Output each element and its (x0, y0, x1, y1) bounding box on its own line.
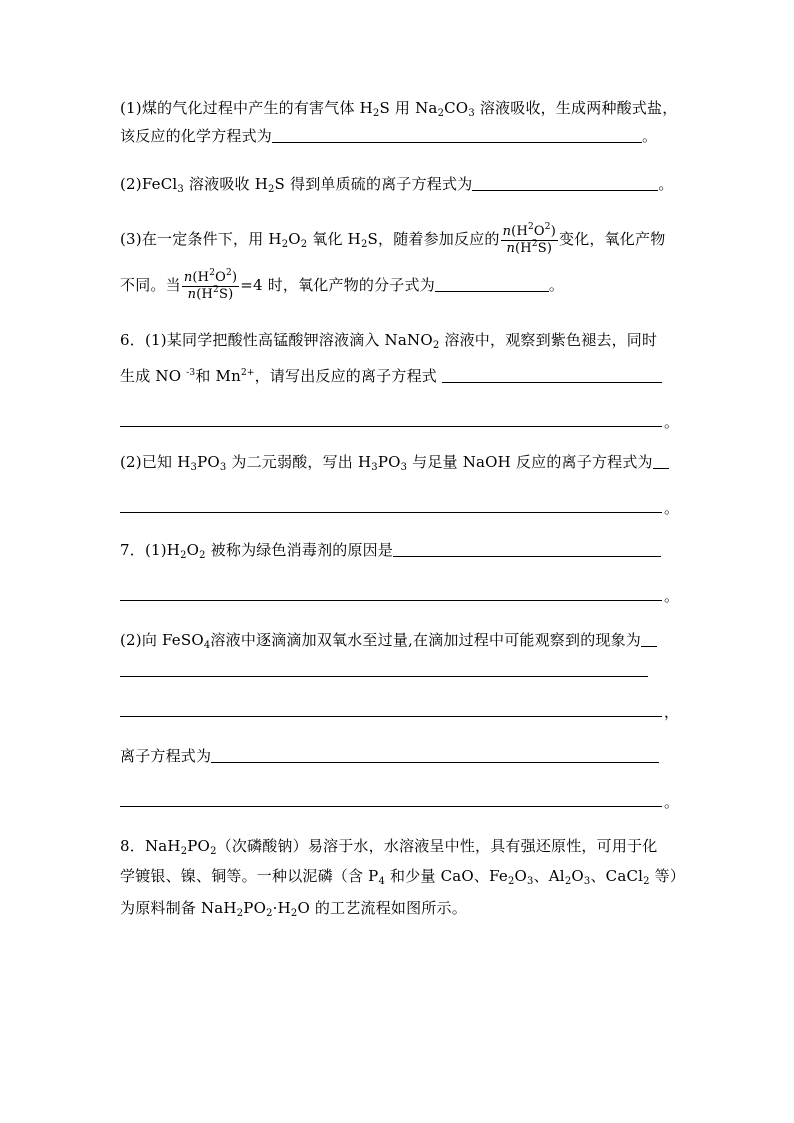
comma-mark: ， (664, 703, 680, 721)
q6-part1-line2: 生成 NO $^{-3}$和 $Mn^{2+}$，请写出反应的离子方程式 (120, 366, 662, 386)
q7-part2-line1: (2)向 FeSO$_4$溶液中逐滴滴加双氧水至过量,在滴加过程中可能观察到的现象为 (120, 630, 657, 650)
q5-part3-line2: 不同。当 $\frac{n(H^2O^2)}{n(H^2S)}$ =4 时，氧化产物的分子式为 。 (120, 267, 565, 302)
q5-part1-line2: 该反应的化学方程式为 。 (120, 127, 658, 145)
answer-line[interactable] (120, 806, 662, 807)
q6-part1-line1: 6．(1)某同学把酸性高锰酸钾溶液滴入 NaNO$_2$ 溶液中，观察到紫色褪去，同时 (120, 331, 658, 351)
answer-line[interactable] (120, 512, 662, 513)
answer-blank[interactable] (653, 454, 669, 469)
answer-line[interactable] (120, 426, 662, 427)
period-mark: 。 (664, 793, 680, 811)
answer-blank[interactable] (435, 277, 549, 292)
q6-part2-line1: (2)已知 $H_3PO_3$ 为二元弱酸，写出 $H_3PO_3$ 与足量 NaOH 反应的离子方程式为 (120, 452, 669, 472)
q7-ion-equation-line: 离子方程式为 (120, 746, 659, 766)
q5-part1-line1: (1)煤的气化过程中产生的有害气体 $H_2S$ 用 $Na_2CO_3$ 溶液吸收，生成两种酸式盐， (120, 99, 678, 119)
answer-blank[interactable] (272, 128, 642, 143)
answer-line[interactable] (120, 676, 648, 677)
answer-blank[interactable] (641, 632, 657, 647)
q7-part1-line1: 7．$(1)H_2O_2$ 被称为绿色消毒剂的原因是 (120, 540, 661, 560)
q8-line3: 为原料制备 $NaH_2PO_2\cdot H_2O$ 的工艺流程如图所示。 (120, 899, 467, 919)
answer-blank[interactable] (472, 176, 658, 191)
ratio-fraction: $\frac{n(H^2O^2)}{n(H^2S)}$ (502, 221, 556, 256)
answer-blank[interactable] (442, 368, 662, 383)
answer-blank[interactable] (393, 542, 661, 557)
period-mark: 。 (664, 587, 680, 605)
q5-part3-line1: (3)在一定条件下，用 $H_2O_2$ 氧化 $H_2S$，随着参加反应的 $\frac{n(H^2O^2)}{n(H^2S)}$ 变化，氧化产物 (120, 221, 666, 256)
q8-line2: 学镀银、镍、铜等。一种以泥磷（含 $P_4$ 和少量 CaO、$Fe_2O_3$、$Al_2O_3$、CaCl$_2$ 等） (120, 867, 686, 887)
period-mark: 。 (664, 413, 680, 431)
answer-line[interactable] (120, 600, 662, 601)
period-mark: 。 (664, 499, 680, 517)
answer-line[interactable] (120, 716, 662, 717)
q8-line1: 8．$NaH_2PO_2$（次磷酸钠）易溶于水，水溶液呈中性，具有强还原性，可用于化 (120, 837, 658, 857)
ratio-fraction: $\frac{n(H^2O^2)}{n(H^2S)}$ (183, 267, 238, 302)
answer-blank[interactable] (211, 748, 659, 763)
q5-part2-line: (2)FeCl$_3$ 溶液吸收 $H_2S$ 得到单质硫的离子方程式为 。 (120, 175, 674, 195)
